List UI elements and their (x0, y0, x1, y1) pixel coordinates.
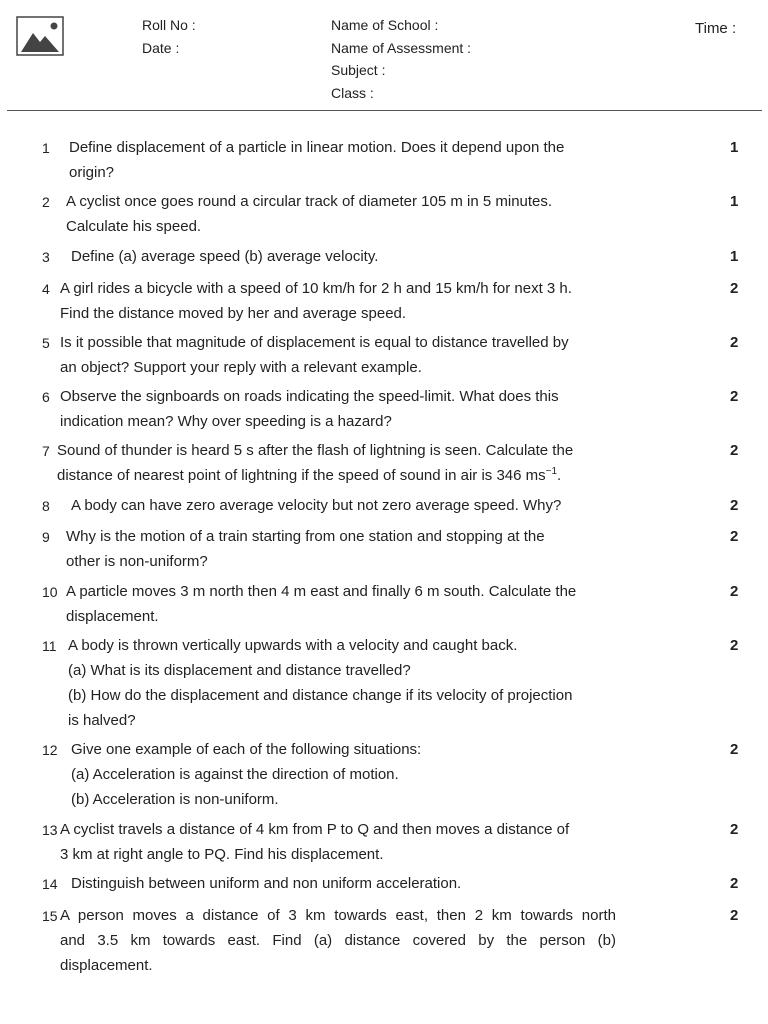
header-middle-fields (331, 14, 471, 104)
question-line: A body is thrown vertically upwards with a velocity and caught back. (68, 637, 518, 654)
question-line: Is it possible that magnitude of displacement is equal to distance travelled by (60, 334, 569, 351)
assessment-name-label: Name of Assessment : (331, 39, 472, 56)
question-text (71, 493, 561, 518)
sentence-end: . (557, 467, 562, 484)
question-line: displacement. (66, 608, 159, 625)
school-name-label: Name of School : (331, 17, 439, 33)
question-marks: 2 (730, 875, 739, 892)
question-line: Why is the motion of a train starting from one station and stopping at the (66, 528, 545, 545)
header-left-fields (142, 14, 196, 59)
question-marks: 2 (730, 334, 739, 351)
question-number: 6 (42, 389, 50, 405)
question-number: 5 (42, 335, 50, 351)
question-marks: 2 (730, 907, 739, 924)
question-number: 11 (42, 638, 57, 654)
question-marks: 2 (730, 528, 739, 545)
question-line: Distinguish between uniform and non uniform acceleration. (71, 875, 462, 892)
question-marks: 2 (730, 741, 739, 758)
question-text (69, 135, 564, 185)
question-number: 9 (42, 529, 50, 545)
question-line: Sound of thunder is heard 5 s after the flash of lightning is seen. Calculate the (57, 442, 574, 459)
question-line: Observe the signboards on roads indicating the speed-limit. What does this (60, 388, 559, 405)
question-line: origin? (69, 164, 115, 181)
question-number: 15 (42, 908, 58, 924)
question-line-text: distance of nearest point of lightning if the speed of sound in air is 346 ms (57, 467, 546, 484)
question-number: 13 (42, 822, 58, 838)
question-line: A cyclist travels a distance of 4 km from P to Q and then moves a distance of (60, 821, 570, 838)
question-line: Give one example of each of the following situations: (71, 741, 422, 758)
header-divider (7, 110, 762, 111)
date-label: Date : (142, 39, 180, 56)
question-text (68, 633, 572, 733)
question-line: an object? Support your reply with a relevant example. (60, 359, 422, 376)
question-marks: 1 (730, 193, 739, 210)
question-number: 7 (42, 443, 50, 459)
question-text (66, 189, 552, 239)
question-line: (a) What is its displacement and distance travelled? (68, 662, 411, 679)
question-text (60, 817, 569, 867)
question-number: 8 (42, 498, 50, 514)
question-line: (b) Acceleration is non-uniform. (71, 791, 279, 808)
question-text (71, 244, 378, 269)
question-number: 14 (42, 876, 58, 892)
question-text (66, 579, 576, 629)
question-text (57, 438, 573, 488)
question-text (71, 871, 461, 896)
question-text (60, 330, 569, 380)
question-marks: 1 (730, 248, 739, 265)
question-line: A body can have zero average velocity but not zero average speed. Why? (71, 497, 562, 514)
time-label: Time : (695, 20, 737, 37)
question-line: Define (a) average speed (b) average velocity. (71, 248, 379, 265)
question-text (60, 384, 559, 434)
question-line: indication mean? Why over speeding is a hazard? (60, 413, 392, 430)
question-text (71, 737, 421, 812)
question-marks: 2 (730, 280, 739, 297)
subject-label: Subject : (331, 62, 386, 78)
question-line: A cyclist once goes round a circular track of diameter 105 m in 5 minutes. (66, 193, 553, 210)
question-line: Calculate his speed. (66, 218, 202, 235)
class-label: Class : (331, 84, 374, 101)
question-line: and 3.5 km towards east. Find (a) distance covered by the person (b) (60, 932, 616, 949)
question-number: 12 (42, 742, 58, 758)
question-marks: 2 (730, 497, 739, 514)
question-marks: 2 (730, 442, 739, 459)
question-number: 10 (42, 584, 58, 600)
question-line: A person moves a distance of 3 km towards east, then 2 km towards north (60, 907, 616, 924)
question-line: A particle moves 3 m north then 4 m east and finally 6 m south. Calculate the (66, 583, 577, 600)
question-marks: 2 (730, 637, 739, 654)
question-line: is halved? (68, 712, 136, 729)
question-line: 3 km at right angle to PQ. Find his displacement. (60, 846, 384, 863)
question-line: Define displacement of a particle in linear motion. Does it depend upon the (69, 139, 565, 156)
question-marks: 1 (730, 139, 739, 156)
roll-no-label: Roll No : (142, 17, 196, 33)
question-line: other is non-uniform? (66, 553, 208, 570)
question-text (60, 903, 616, 978)
question-marks: 2 (730, 388, 739, 405)
question-text (60, 276, 572, 326)
question-number: 2 (42, 194, 50, 210)
question-line: displacement. (60, 957, 153, 974)
question-line: (a) Acceleration is against the direction of motion. (71, 766, 399, 783)
question-marks: 2 (730, 821, 739, 838)
question-line: A girl rides a bicycle with a speed of 10 km/h for 2 h and 15 km/h for next 3 h. (60, 280, 572, 297)
question-text (66, 524, 545, 574)
unit-exponent: −1 (545, 466, 558, 477)
question-line (57, 463, 573, 488)
question-line: (b) How do the displacement and distance change if its velocity of projection (68, 687, 573, 704)
image-placeholder-icon (16, 16, 64, 56)
question-marks: 2 (730, 583, 739, 600)
question-number: 3 (42, 249, 50, 265)
question-number: 4 (42, 281, 50, 297)
question-line: Find the distance moved by her and average speed. (60, 305, 407, 322)
question-number: 1 (42, 140, 50, 156)
